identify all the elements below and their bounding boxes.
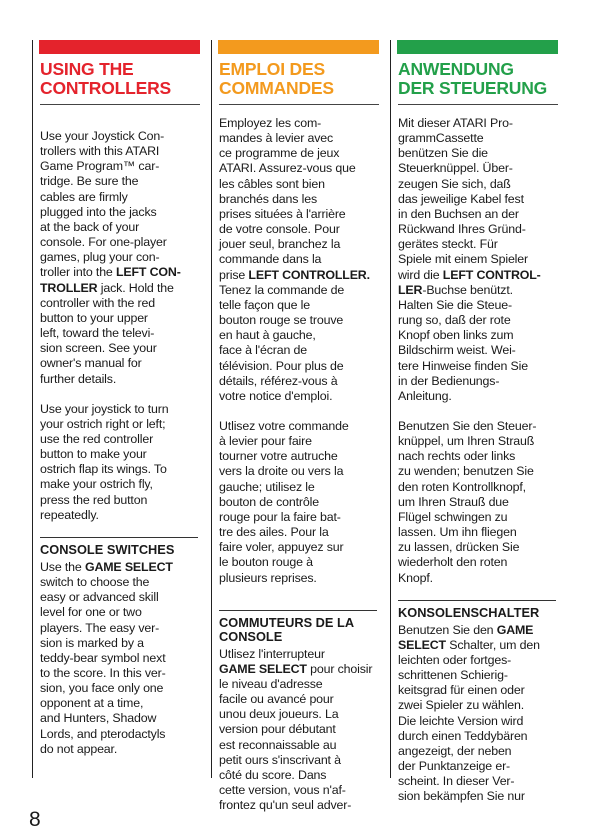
heading-french: EMPLOI DES COMMANDES [219, 59, 334, 98]
text: Benutzen Sie den [398, 622, 497, 637]
text: Employez les com- mandes à levier avec ce programme de jeux ATARI. Assurez-vous que les câbles sont bien branchés dans les prises situées à l'arrière de votre console. Pour jouer seul, branchez la commande dans la prise [219, 116, 356, 282]
text: -Buchse benützt. Halten Sie die Steue- rung so, daß der rote Knopf oben links zum Bildschirm weist. Wei- tere Hinweise finden Sie in der Bedienungs- Anleitung. [398, 282, 529, 403]
color-bar-green [397, 40, 558, 54]
text: pour choisir le niveau d'adresse facile ou avancé pour unou deux joueurs. La version pour débutant est reconnaissable au petit ours s'inscrivant à côté du score. Dans cette version, vous n'af- frontez qu'un seul adver- [219, 661, 373, 813]
paragraph-controllers-de [398, 116, 553, 404]
column-english [32, 40, 200, 778]
keyword: GAME SELECT [219, 661, 307, 676]
color-bar-red [39, 40, 200, 54]
column-german [390, 40, 558, 804]
color-bar-orange [218, 40, 379, 54]
heading-rule [40, 104, 200, 105]
text: switch to choose the easy or advanced skill level for one or two players. The easy ver- sion is marked by a teddy-bear symbol next to the score. In this ver- sion, you face only one opponent at a time, and Hunters, Shadow Lords, and pterodactyls do not appear. [40, 575, 166, 756]
paragraph-switches-en [40, 560, 195, 757]
keyword: LEFT CON- TROLLER [40, 265, 181, 295]
heading-german: ANWENDUNG DER STEUERUNG [398, 59, 548, 98]
text: Use the [40, 559, 85, 574]
paragraph-joystick-fr: Utlisez votre commande à levier pour faire tourner votre autruche vers la droite ou vers la gauche; utilisez le bouton de contrôle rouge pour la faire bat- tre des ailes. Pour la faire voler, appuyez sur le bouton rouge à plusieurs reprises. [219, 418, 349, 585]
text: jack. Hold the controller with the red button to your upper left, toward the televi- sion screen. See your owner's manual for further details. [40, 280, 174, 386]
paragraph-switches-fr [219, 647, 374, 814]
text: Utlisez l'interrupteur [219, 646, 325, 661]
text: Tenez la commande de telle façon que le bouton rouge se trouve en haut à gauche, face à l'écran de télévision. Pour plus de détails, référez-vous à votre notice d'emploi. [219, 282, 345, 403]
heading-rule [219, 104, 379, 105]
subheading-konsolenschalter: KONSOLENSCHALTER [398, 600, 556, 620]
keyword: LEFT CONTROL- LER [398, 267, 541, 297]
column-french [211, 40, 379, 813]
text: Use your Joystick Con- trollers with this ATARI Game Program™ car- tridge. Be sure the cables are firmly plugged into the jacks at the back of your console. For one-player games, plug your con- troller into the [40, 129, 167, 280]
subheading-console-switches: CONSOLE SWITCHES [40, 537, 198, 557]
paragraph-switches-de [398, 623, 553, 805]
keyword: GAME SELECT [84, 559, 173, 574]
paragraph-joystick-de: Benutzen Sie den Steuer- knüppel, um Ihren Strauß nach rechts oder links zu wenden; benutzen Sie den roten Kontrollknopf, um Ihren Strauß due Flügel schwingen zu lassen. Um ihn fliegen zu lassen, drücken Sie wiederholt den roten Knopf. [398, 418, 537, 585]
keyword: LEFT CONTROLLER. [248, 267, 370, 282]
page-number: 8 [29, 808, 41, 831]
heading-english: USING THE CONTROLLERS [40, 59, 171, 98]
paragraph-controllers-fr [219, 116, 374, 404]
paragraph-controllers-en [40, 129, 195, 387]
keyword: GAME SELECT [398, 622, 534, 652]
paragraph-joystick-en: Use your joystick to turn your ostrich right or left; use the red controller button to make your ostrich flap its wings. To make your ostrich fly, press the red button repeatedly. [40, 401, 169, 522]
text: Mit dieser ATARI Pro- grammCassette benützen Sie die Steuerknüppel. Über- zeugen Sie sich, daß das jeweilige Kabel fest in den Buchsen an der Rückwand Ihres Gründ- gerätes steckt. Für Spiele mit einem Spieler wird die [398, 116, 529, 282]
heading-rule [398, 104, 558, 105]
subheading-commutateurs: COMMUTEURS DE LA CONSOLE [219, 610, 377, 644]
text: Schalter, um den leichten oder fortges- schrittenen Schierig- keitsgrad für einen oder zwei Spieler zu wählen. Die leichte Version wird durch einen Teddybären angezeigt, der neben der Punktanzeige er- scheint. In dieser Ver- sion bekämpfen Sie nur [398, 637, 540, 804]
